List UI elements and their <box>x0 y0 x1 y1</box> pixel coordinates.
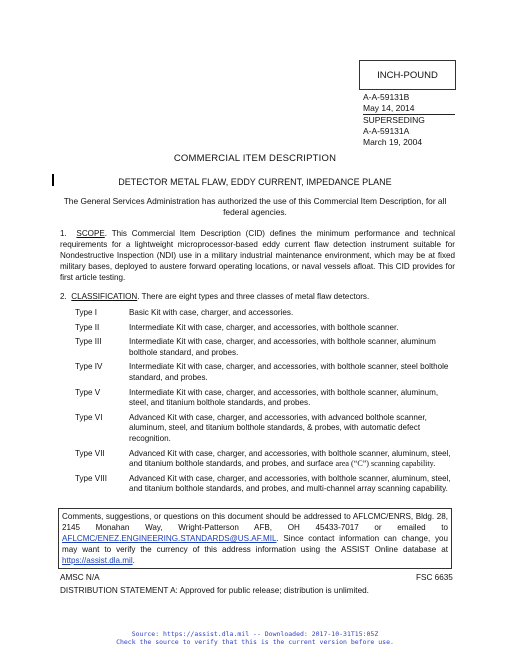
type-desc <box>129 449 455 470</box>
list-item <box>75 413 455 445</box>
page-title: COMMERCIAL ITEM DESCRIPTION <box>173 153 337 164</box>
type-desc-serif: area (“C”) scanning capability. <box>335 459 436 469</box>
list-item <box>75 474 455 495</box>
type-desc: Intermediate Kit with case, charger, and accessories, with bolthole scanner, aluminum, steel, and titanium bolthole standards, and probes. <box>129 387 439 408</box>
footer-line-1: Source: https://assist.dla.mil -- Downloaded: 2017-10-31T15:05Z <box>131 630 379 638</box>
scope-text: . This Commercial Item Description (CID) defines the minimum performance and technical requirements for a lightweight microprocessor-based eddy current flaw detection instrument suitable for Nondestructive Inspection (NDI) use in a military industrial maintenance environment, which may be at fixed military bases, deployed to austere forward operating locations, or naval vessels afloat. This CID provides for first article testing. <box>60 229 456 282</box>
scope-heading: SCOPE <box>76 229 105 238</box>
type-desc: Advanced Kit with case, charger, and accessories, with bolthole scanner, aluminum, steel, and titanium bolthole standards, and probes, and multi-channel array scanning capability. <box>129 473 451 494</box>
type-name: Type III <box>75 337 102 347</box>
list-item <box>75 362 455 383</box>
prev-doc-date: March 19, 2004 <box>363 137 423 147</box>
type-name: Type VI <box>75 412 103 422</box>
doc-date: May 14, 2014 <box>363 103 415 113</box>
distribution-statement: DISTRIBUTION STATEMENT A: Approved for public release; distribution is unlimited. <box>60 586 369 595</box>
type-name: Type VII <box>75 448 105 458</box>
list-item <box>75 337 455 358</box>
page-subtitle: DETECTOR METAL FLAW, EDDY CURRENT, IMPEDANCE PLANE <box>118 177 392 187</box>
type-name: Type I <box>75 308 98 317</box>
types-list <box>75 308 455 499</box>
type-desc: Basic Kit with case, charger, and accessories. <box>129 308 294 317</box>
classification-text: . There are eight types and three classes of metal flaw detectors. <box>137 292 370 301</box>
type-desc: Advanced Kit with case, charger, and accessories, with advanced bolthole scanner, aluminum, steel, and titanium bolthole standards, & probes, with automatic defect recognition. <box>129 412 427 443</box>
type-desc-main: Advanced Kit with case, charger, and accessories, with bolthole scanner, aluminum, steel, and titanium bolthole standards, and probes, and surface <box>129 448 451 469</box>
prev-doc-id: A-A-59131A <box>363 126 410 136</box>
footer-line-2: Check the source to verify that this is the current version before use. <box>116 638 394 646</box>
comments-text-2: . Since contact information can change, you may want to verify the currency of this address information using the ASSIST Online database at <box>62 534 448 554</box>
superseding-label: SUPERSEDING <box>363 114 455 126</box>
assist-link[interactable]: https://assist.dla.mil <box>62 556 133 565</box>
scope-section <box>60 228 455 283</box>
type-name: Type V <box>75 387 101 397</box>
email-link[interactable]: AFLCMC/ENEZ.ENGINEERING.STANDARDS@US.AF.MIL <box>62 534 277 543</box>
comments-box <box>58 508 452 569</box>
type-desc: Intermediate Kit with case, charger, and accessories, with bolthole scanner. <box>129 322 399 332</box>
classification-section <box>60 291 455 302</box>
inch-pound-box <box>359 60 456 90</box>
classification-heading: CLASSIFICATION <box>71 292 138 301</box>
download-footer <box>0 630 510 646</box>
type-desc: Intermediate Kit with case, charger, and accessories, with bolthole scanner, steel bolthole standard, and probes. <box>129 362 449 382</box>
fsc-label: FSC 6635 <box>416 573 453 582</box>
document-numbers <box>363 92 455 148</box>
type-name: Type II <box>75 322 100 332</box>
authorization-statement: The General Services Administration has authorized the use of this Commercial Item Description, for all federal agencies. <box>63 196 447 217</box>
type-name: Type IV <box>75 362 103 372</box>
list-item <box>75 308 455 319</box>
inch-pound-label: INCH-POUND <box>377 69 438 81</box>
comments-text-3: . <box>132 556 135 565</box>
amsc-label: AMSC N/A <box>60 573 100 582</box>
scope-number: 1. <box>60 229 67 238</box>
doc-id: A-A-59131B <box>363 92 410 102</box>
comments-text: Comments, suggestions, or questions on this document should be addressed to AFLCMC/ENRS, Bldg. 28, 2145 Monahan Way, Wright-Patterson AFB, OH 45433-7017 or emailed to <box>62 512 448 532</box>
list-item <box>75 449 455 470</box>
list-item <box>75 388 455 409</box>
type-desc: Intermediate Kit with case, charger, and accessories, with bolthole scanner, aluminum bolthole standard, and probes. <box>129 337 436 357</box>
type-name: Type VIII <box>75 473 107 483</box>
list-item <box>75 323 455 334</box>
classification-number: 2. <box>60 292 67 301</box>
